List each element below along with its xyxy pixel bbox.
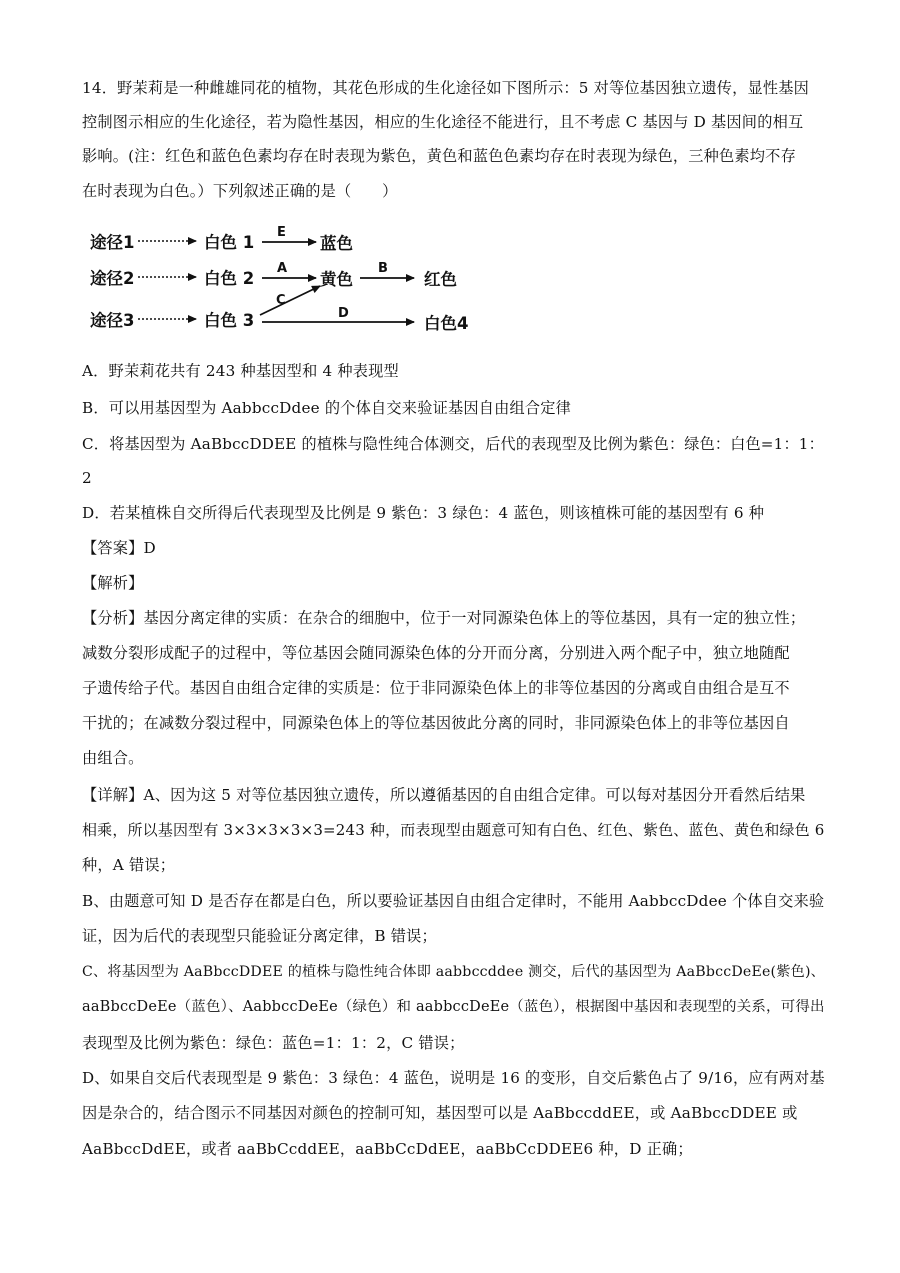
blue-label: 蓝色 [320, 234, 353, 253]
option-c-continued: 2 [82, 469, 92, 487]
option-a: A．野茉莉花共有 243 种基因型和 4 种表现型 [82, 362, 399, 380]
detail-line-7: aaBbccDeEe（蓝色）、AabbccDeEe（绿色）和 aabbccDeEe（蓝色），根据图中基因和表现型的关系，可得出 [82, 999, 825, 1015]
white-2-label: 白色 2 [204, 269, 255, 288]
detail-line-4: B、由题意可知 D 是否存在都是白色，所以要验证基因自由组合定律时，不能用 AabbccDdee 个体自交来验 [82, 892, 825, 910]
analysis-line-1: 【分析】基因分离定律的实质：在杂合的细胞中，位于一对同源染色体上的等位基因，具有一定的独立性； [82, 609, 806, 627]
pathway-diagram [88, 222, 468, 348]
white-3-label: 白色 3 [204, 311, 255, 330]
gene-e-label: E [277, 225, 286, 240]
pathway-2-label: 途径2 [90, 269, 135, 288]
detail-line-5: 证，因为后代的表现型只能验证分离定律，B 错误； [82, 927, 437, 945]
answer: 【答案】D [82, 539, 156, 557]
option-b: B．可以用基因型为 AabbccDdee 的个体自交来验证基因自由组合定律 [82, 399, 572, 417]
arrow-c [260, 286, 320, 315]
analysis-line-2: 减数分裂形成配子的过程中，等位基因会随同源染色体的分开而分离，分别进入两个配子中，独立地随配 [82, 644, 790, 662]
gene-b-label: B [378, 261, 388, 276]
analysis-title: 【解析】 [82, 574, 144, 592]
detail-line-3: 种，A 错误； [82, 856, 176, 874]
detail-line-11: AaBbccDdEE，或者 aaBbCcddEE，aaBbCcDdEE，aaBbCcDDEE6 种，D 正确； [82, 1140, 693, 1158]
question-line-4: 在时表现为白色。）下列叙述正确的是（ ） [82, 182, 398, 200]
pathway-3-label: 途径3 [90, 311, 135, 330]
detail-line-9: D、如果自交后代表现型是 9 紫色：3 绿色：4 蓝色，说明是 16 的变形，自交后紫色占了 9/16，应有两对基 [82, 1069, 825, 1087]
detail-line-2: 相乘，所以基因型有 3×3×3×3×3=243 种，而表现型由题意可知有白色、红色、紫色、蓝色、黄色和绿色 6 [82, 821, 825, 839]
question-line-1: 14．野茉莉是一种雌雄同花的植物，其花色形成的生化途径如下图所示：5 对等位基因独立遗传，显性基因 [82, 79, 810, 97]
red-label: 红色 [424, 270, 457, 289]
gene-a-label: A [277, 261, 288, 276]
gene-d-label: D [338, 306, 349, 321]
detail-line-8: 表现型及比例为紫色：绿色：蓝色=1：1：2，C 错误； [82, 1034, 465, 1052]
detail-line-6: C、将基因型为 AaBbccDDEE 的植株与隐性纯合体即 aabbccddee 测交，后代的基因型为 AaBbccDeEe(紫色)、 [82, 964, 826, 980]
analysis-line-4: 干扰的；在减数分裂过程中，同源染色体上的等位基因彼此分离的同时，非同源染色体上的非等位基因自 [82, 714, 790, 732]
option-d: D．若某植株自交所得后代表现型及比例是 9 紫色：3 绿色：4 蓝色，则该植株可能的基因型有 6 种 [82, 504, 765, 522]
option-c: C．将基因型为 AaBbccDDEE 的植株与隐性纯合体测交，后代的表现型及比例为紫色：绿色：白色=1：1： [82, 435, 824, 453]
question-line-3: 影响。(注：红色和蓝色色素均存在时表现为紫色，黄色和蓝色色素均存在时表现为绿色，三种色素均不存 [82, 147, 796, 165]
white-4-label: 白色4 [424, 314, 468, 333]
white-1-label: 白色 1 [204, 233, 255, 252]
analysis-line-3: 子遗传给子代。基因自由组合定律的实质是：位于非同源染色体上的非等位基因的分离或自由组合是互不 [82, 679, 790, 697]
analysis-line-5: 由组合。 [82, 749, 144, 767]
detail-line-10: 因是杂合的，结合图示不同基因对颜色的控制可知，基因型可以是 AaBbccddEE，或 AaBbccDDEE 或 [82, 1104, 798, 1122]
gene-c-label: C [276, 293, 286, 308]
yellow-label: 黄色 [320, 270, 353, 289]
detail-line-1: 【详解】A、因为这 5 对等位基因独立遗传，所以遵循基因的自由组合定律。可以每对基因分开看然后结果 [82, 786, 806, 804]
question-line-2: 控制图示相应的生化途径，若为隐性基因，相应的生化途径不能进行，且不考虑 C 基因与 D 基因间的相互 [82, 113, 804, 131]
pathway-1-label: 途径1 [90, 233, 135, 252]
